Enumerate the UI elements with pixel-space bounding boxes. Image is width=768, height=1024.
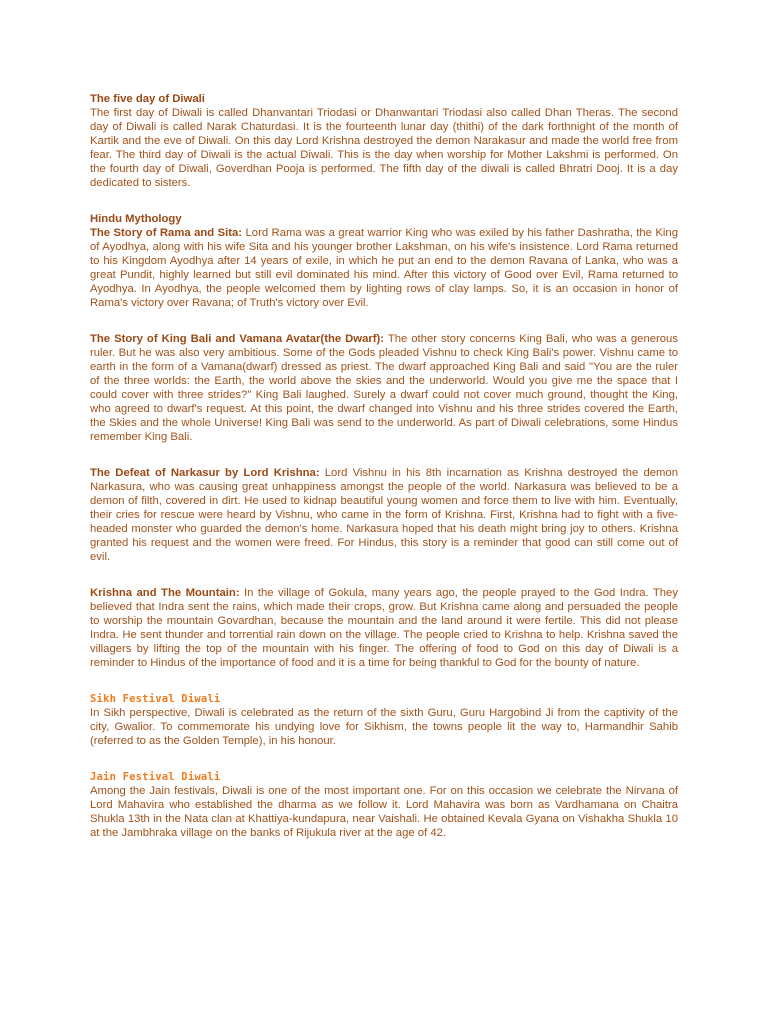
sikh-heading: Sikh Festival Diwali [90, 693, 221, 705]
narkasur-story [90, 466, 678, 564]
rama-story-title: The Story of Rama and Sita: [90, 227, 243, 239]
mountain-story-title: Krishna and The Mountain: [90, 587, 240, 599]
narkasur-story-body: Lord Vishnu in his 8th incarnation as Krishna destroyed the demon Narkasura, who was causing great unhappiness amongst the people of the world. Narkasura was believed to be a demon of filth, covered in dirt. He used to kidnap beautiful young women and force them to live with him. Eventually, their cries for rescue were heard by Vishnu, who came in the form of Krishna. First, Krishna had to fight with a five-headed monster who guarded the demon's home. Narkasura hoped that his death might bring joy to others. Krishna granted his request and the women were freed. For Hindus, this story is a reminder that good can still come out of evil. [90, 467, 678, 563]
bali-story [90, 332, 678, 444]
five-days-heading: The five day of Diwali [90, 93, 205, 105]
bali-story-body: The other story concerns King Bali, who was a generous ruler. But he was also very ambitious. Some of the Gods pleaded Vishnu to check King Bali's power. Vishnu came to earth in the form of a Vamana(dwarf) dressed as priest. The dwarf approached King Bali and said "You are the ruler of the three worlds: the Earth, the world above the skies and the underworld. Would you give me the space that I could cover with three strides?" King Bali laughed. Surely a dwarf could not cover much ground, thought the King, who agreed to dwarf's request. At this point, the dwarf changed into Vishnu and his three strides covered the Earth, the Skies and the whole Universe! King Bali was send to the underworld. As part of Diwali celebrations, some Hindus remember King Bali. [90, 333, 678, 443]
mythology-section [90, 212, 678, 670]
jain-heading: Jain Festival Diwali [90, 771, 221, 783]
rama-story-body: Lord Rama was a great warrior King who was exiled by his father Dashratha, the King of Ayodhya, along with his wife Sita and his younger brother Lakshman, on his wife's insistence. Lord Rama returned to his Kingdom Ayodhya after 14 years of exile, in which he put an end to the demon Ravana of Lanka, who was a great Pundit, highly learned but still evil dominated his mind. After this victory of Good over Evil, Rama returned to Ayodhya. In Ayodhya, the people welcomed them by lighting rows of clay lamps. So, it is an occasion in honor of Rama's victory over Ravana; of Truth's victory over Evil. [90, 227, 678, 309]
sikh-body: In Sikh perspective, Diwali is celebrated as the return of the sixth Guru, Guru Hargobind Ji from the captivity of the city, Gwalior. To commemorate his undying love for Sikhism, the towns people lit the way to, Harmandhir Sahib (referred to as the Golden Temple), in his honour. [90, 707, 678, 747]
mythology-heading: Hindu Mythology [90, 213, 182, 225]
sikh-section [90, 692, 678, 748]
five-days-body: The first day of Diwali is called Dhanvantari Triodasi or Dhanwantari Triodasi also called Dhan Theras. The second day of Diwali is called Narak Chaturdasi. It is the fourteenth lunar day (thithi) of the dark forthnight of the month of Kartik and the eve of Diwali. On this day Lord Krishna destroyed the demon Narakasur and made the world free from fear. The third day of Diwali is the actual Diwali. This is the day when worship for Mother Lakshmi is performed. On the fourth day of Diwali, Goverdhan Pooja is performed. The fifth day of the diwali is called Bhratri Dooj. It is a day dedicated to sisters. [90, 107, 678, 189]
narkasur-story-title: The Defeat of Narkasur by Lord Krishna: [90, 467, 320, 479]
mountain-story-body: In the village of Gokula, many years ago, the people prayed to the God Indra. They believed that Indra sent the rains, which made their crops, grow. But Krishna came along and persuaded the people to worship the mountain Govardhan, because the mountain and the land around it were fertile. This did not please Indra. He sent thunder and torrential rain down on the village. The people cried to Krishna to help. Krishna saved the villagers by lifting the top of the mountain with his finger. The offering of food to God on this day of Diwali is a reminder to Hindus of the importance of food and it is a time for being thankful to God for the bounty of nature. [90, 587, 678, 669]
jain-body: Among the Jain festivals, Diwali is one of the most important one. For on this occasion we celebrate the Nirvana of Lord Mahavira who established the dharma as we follow it. Lord Mahavira was born as Vardhamana on Chaitra Shukla 13th in the Nata clan at Khattiya-kundapura, near Vaishali. He obtained Kevala Gyana on Vishakha Shukla 10 at the Jambhraka village on the banks of Rijukula river at the age of 42. [90, 785, 678, 839]
mountain-story [90, 586, 678, 670]
jain-section [90, 770, 678, 840]
bali-story-title: The Story of King Bali and Vamana Avatar(the Dwarf): [90, 333, 385, 345]
rama-story [90, 226, 678, 310]
five-days-section [90, 92, 678, 190]
